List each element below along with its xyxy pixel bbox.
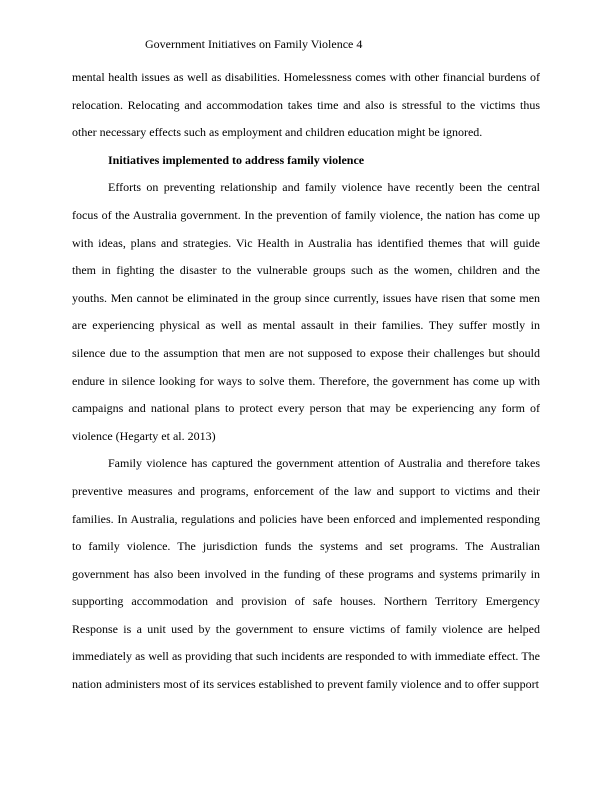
section-heading: Initiatives implemented to address family violence <box>108 152 365 167</box>
paragraph-efforts: Efforts on preventing relationship and family violence have recently been the central focus of the Australia government. In the prevention of family violence, the nation has come up with ideas, plans and strategies. Vic Health in Australia has identified themes that will guide them in fighting the disaster to the vulnerable groups such as the women, children and the youths. Men cannot be eliminated in the group since currently, issues have risen that some men are experiencing physical as well as mental assault in their families. They suffer mostly in silence due to the assumption that men are not supposed to expose their challenges but should endure in silence looking for ways to solve them. Therefore, the government has come up with campaigns and national plans to protect every person that may be experiencing any form of violence (Hegarty et al. 2013) <box>72 180 540 443</box>
running-head: Government Initiatives on Family Violence 4 <box>145 37 363 51</box>
paragraph-government: Family violence has captured the government attention of Australia and therefore takes preventive measures and programs, enforcement of the law and support to victims and their families. In Australia, regulations and policies have been enforced and implemented responding to family violence. The jurisdiction funds the systems and set programs. The Australian government has also been involved in the funding of these programs and systems primarily in supporting accommodation and provision of safe houses. Northern Territory Emergency Response is a unit used by the government to ensure victims of family violence are helped immediately as well as providing that such incidents are responded to with immediate effect. The nation administers most of its services established to prevent family violence and to offer support <box>72 456 540 692</box>
paragraph-continued: mental health issues as well as disabilities. Homelessness comes with other financial burdens of relocation. Relocating and accommodation takes time and also is stressful to the victims thus other necessary effects such as employment and children education might be ignored. <box>72 70 540 140</box>
body-text <box>72 64 540 699</box>
